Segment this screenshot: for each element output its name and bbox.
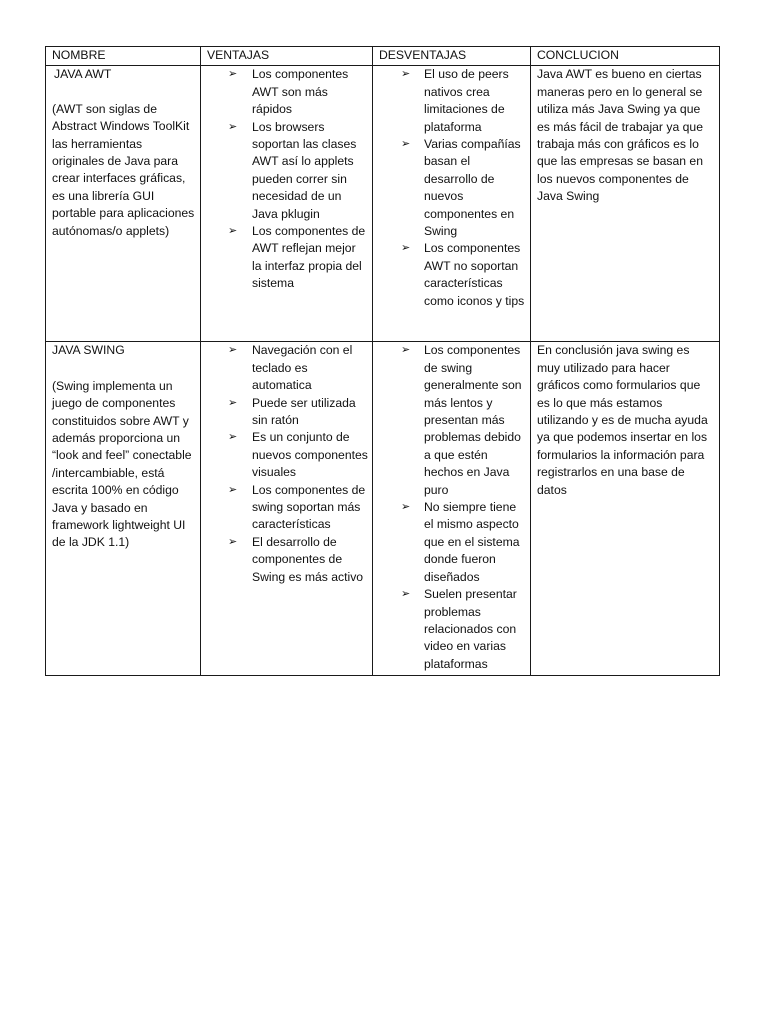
- list-item: [379, 136, 526, 240]
- arrowhead-bullet-icon: ➢: [228, 431, 238, 444]
- list-item-text: Es un conjunto de nuevos componentes visuales: [252, 430, 368, 480]
- conclusion-cell: En conclusión java swing es muy utilizado para hacer gráficos como formularios que es lo que más estamos utilizando y es de mucha ayuda ya que podemos insertar en los formularios la información para registrarlos en una base de datos: [531, 342, 720, 676]
- list-item-text: Los componentes AWT son más rápidos: [252, 67, 349, 117]
- header-desventajas: DESVENTAJAS: [373, 47, 531, 66]
- arrowhead-bullet-icon: ➢: [228, 225, 238, 238]
- arrowhead-bullet-icon: ➢: [228, 535, 238, 548]
- list-item: [379, 240, 526, 310]
- arrowhead-bullet-icon: ➢: [401, 242, 411, 255]
- cons-list: [379, 342, 526, 673]
- list-item: [207, 395, 368, 430]
- table-row-java-awt: [46, 66, 720, 342]
- arrowhead-bullet-icon: ➢: [401, 501, 411, 514]
- list-item-text: Varias compañías basan el desarrollo de nuevos componentes en Swing: [424, 137, 521, 239]
- header-nombre: NOMBRE: [46, 47, 201, 66]
- table-row-java-swing: [46, 342, 720, 676]
- pros-list: [207, 342, 368, 586]
- row-description: (AWT son siglas de Abstract Windows ToolKit las herramientas originales de Java para crear interfaces gráficas, es una librería GUI portable para aplicaciones autónomas/o applets): [52, 101, 195, 238]
- list-item: [207, 482, 368, 534]
- pros-cell: [201, 66, 373, 342]
- conclusion-cell: Java AWT es bueno en ciertas maneras pero en lo general se utiliza más Java Swing ya que es más fácil de trabajar ya que trabaja más con gráficos es lo que las empresas se basan en los nuevos componentes de Java Swing: [531, 66, 720, 342]
- list-item-text: El uso de peers nativos crea limitaciones de plataforma: [424, 67, 509, 134]
- row-description: (Swing implementa un juego de componentes constituidos sobre AWT y además proporciona un “look and feel” conectable /intercambiable, está escrita 100% en código Java y basado en framework lightweight UI de la JDK 1.1): [52, 378, 192, 550]
- list-item-text: No siempre tiene el mismo aspecto que en el sistema donde fueron diseñados: [424, 500, 520, 584]
- list-item-text: Los componentes AWT no soportan características como iconos y tips: [424, 241, 525, 308]
- cons-cell: [373, 342, 531, 676]
- list-item: [207, 119, 368, 223]
- arrowhead-bullet-icon: ➢: [401, 344, 411, 357]
- list-item: [207, 534, 368, 586]
- cons-cell: [373, 66, 531, 342]
- header-ventajas: VENTAJAS: [201, 47, 373, 66]
- list-item: [379, 342, 526, 499]
- table-header: [46, 47, 720, 66]
- list-item-text: Suelen presentar problemas relacionados con video en varias plataformas: [424, 587, 517, 671]
- list-item: [207, 342, 368, 394]
- list-item: [207, 429, 368, 481]
- row-title: JAVA AWT: [54, 67, 112, 82]
- list-item-text: Puede ser utilizada sin ratón: [252, 395, 356, 428]
- list-item: [207, 66, 368, 118]
- comparison-table: [45, 46, 720, 676]
- list-item-text: Los componentes de AWT reflejan mejor la interfaz propia del sistema: [252, 224, 366, 291]
- arrowhead-bullet-icon: ➢: [228, 68, 238, 81]
- list-item-text: Los componentes de swing soportan más características: [252, 482, 366, 532]
- row-title: JAVA SWING: [52, 343, 125, 358]
- arrowhead-bullet-icon: ➢: [228, 344, 238, 357]
- list-item-text: El desarrollo de componentes de Swing es más activo: [252, 534, 364, 584]
- pros-list: [207, 66, 368, 292]
- arrowhead-bullet-icon: ➢: [401, 588, 411, 601]
- list-item-text: Navegación con el teclado es automatica: [252, 343, 353, 393]
- arrowhead-bullet-icon: ➢: [401, 138, 411, 151]
- list-item: [379, 66, 526, 136]
- table-body: [46, 66, 720, 676]
- list-item-text: Los componentes de swing generalmente son más lentos y presentan más problemas debido a que estén hechos en Java puro: [424, 343, 522, 497]
- header-row: [46, 47, 720, 66]
- name-cell: [46, 342, 201, 676]
- list-item: [379, 499, 526, 586]
- arrowhead-bullet-icon: ➢: [228, 396, 238, 409]
- cons-list: [379, 66, 526, 310]
- list-item-text: Los browsers soportan las clases AWT así lo applets pueden correr sin necesidad de un Java pklugin: [252, 119, 357, 221]
- arrowhead-bullet-icon: ➢: [228, 120, 238, 133]
- pros-cell: [201, 342, 373, 676]
- arrowhead-bullet-icon: ➢: [401, 68, 411, 81]
- list-item: [379, 586, 526, 673]
- arrowhead-bullet-icon: ➢: [228, 483, 238, 496]
- header-conclusion: CONCLUCION: [531, 47, 720, 66]
- name-cell: [46, 66, 201, 342]
- list-item: [207, 223, 368, 293]
